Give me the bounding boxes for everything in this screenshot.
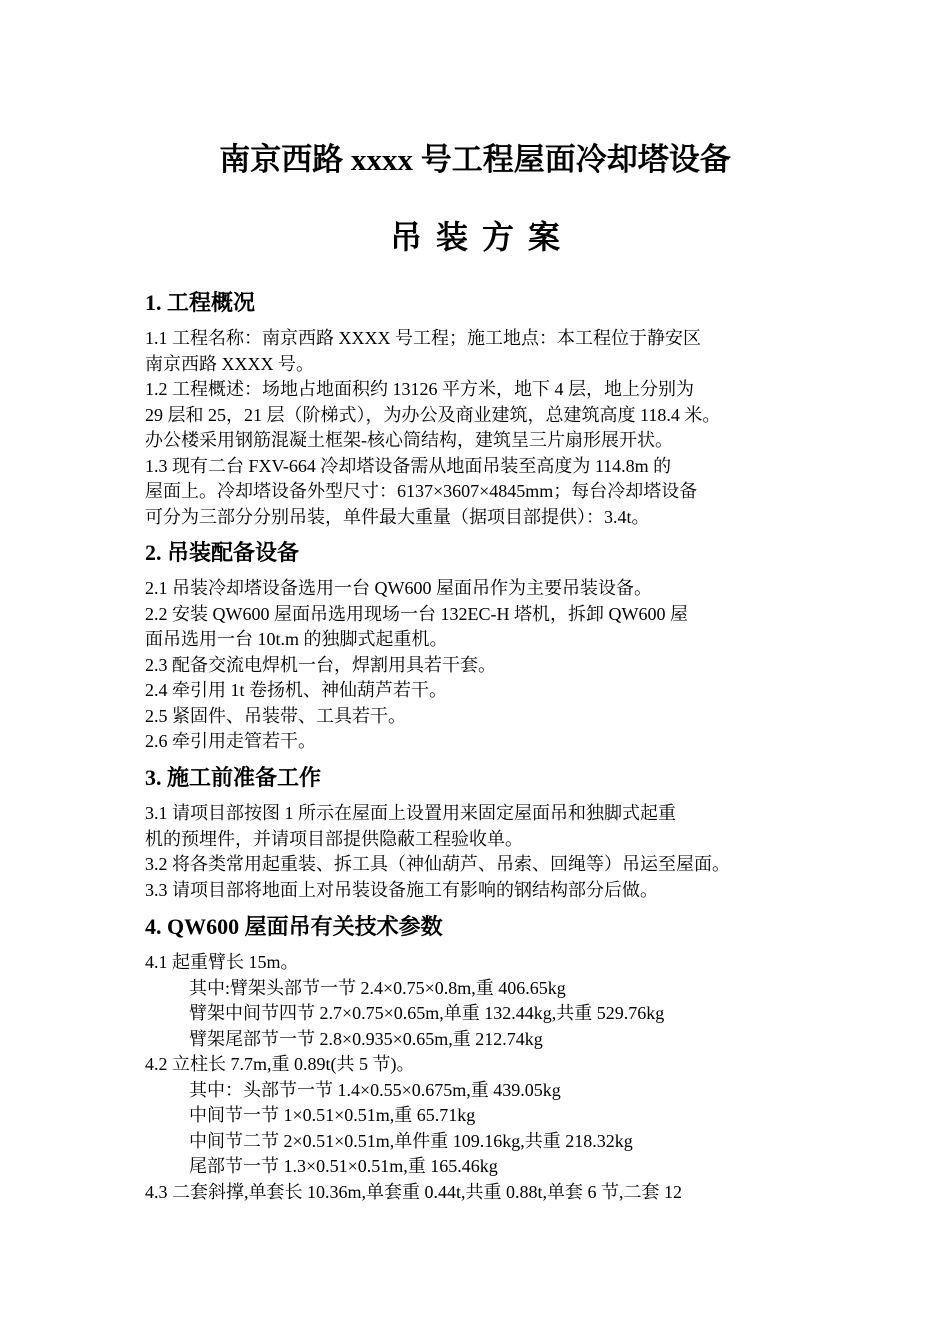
paragraph-line: 2.2 安装 QW600 屋面吊选用现场一台 132EC-H 塔机，拆卸 QW600 屋 — [145, 603, 688, 624]
paragraph-line: 1.2 工程概述：场地占地面积约 13126 平方米，地下 4 层，地上分别为 — [145, 379, 694, 399]
paragraph-line: 4.2 立柱长 7.7m,重 0.89t(共 5 节)。 — [145, 1054, 415, 1074]
section-heading: 3. 施工前准备工作 — [145, 765, 322, 790]
paragraph-line: 4.3 二套斜撑,单套长 10.36m,单套重 0.44t,共重 0.88t,单套 6 节,二套 12 — [145, 1181, 683, 1202]
paragraph-line-indented: 中间节二节 2×0.51×0.51m,单件重 109.16kg,共重 218.32kg — [189, 1130, 633, 1151]
paragraph-line: 2.3 配备交流电焊机一台，焊割用具若干套。 — [145, 654, 496, 675]
paragraph-line: 2.1 吊装冷却塔设备选用一台 QW600 屋面吊作为主要吊装设备。 — [145, 578, 652, 598]
paragraph-line: 4.1 起重臂长 15m。 — [145, 952, 299, 972]
paragraph-line: 3.1 请项目部按图 1 所示在屋面上设置用来固定屋面吊和独脚式起重 — [145, 803, 676, 823]
section-lifting-equipment — [145, 538, 825, 755]
paragraph-line: 3.3 请项目部将地面上对吊装设备施工有影响的钢结构部分后做。 — [145, 879, 658, 900]
paragraph-line: 屋面上。冷却塔设备外型尺寸：6137×3607×4845mm；每台冷却塔设备 — [145, 481, 698, 501]
paragraph-line-indented: 中间节一节 1×0.51×0.51m,重 65.71kg — [189, 1105, 476, 1125]
paragraph-line: 办公楼采用钢筋混凝土框架-核心筒结构，建筑呈三片扇形展开状。 — [145, 430, 673, 450]
section-project-overview — [145, 288, 825, 530]
section-heading: 1. 工程概况 — [145, 290, 256, 315]
document-title-line-2: 吊装方案 — [389, 219, 574, 255]
document-title-line-1: 南京西路 xxxx 号工程屋面冷却塔设备 — [219, 142, 731, 177]
section-heading: 4. QW600 屋面吊有关技术参数 — [145, 914, 443, 939]
paragraph-line: 1.3 现有二台 FXV-664 冷却塔设备需从地面吊装至高度为 114.8m 的 — [145, 455, 672, 476]
section-preparation-work — [145, 763, 825, 903]
paragraph-line: 2.6 牵引用走管若干。 — [145, 731, 316, 751]
paragraph-line-indented: 臂架中间节四节 2.7×0.75×0.65m,单重 132.44kg,共重 529.76kg — [189, 1003, 665, 1023]
paragraph-line: 1.1 工程名称：南京西路 XXXX 号工程；施工地点：本工程位于静安区 — [145, 328, 701, 348]
paragraph-line-indented: 臂架尾部节一节 2.8×0.935×0.65m,重 212.74kg — [189, 1028, 543, 1049]
paragraph-line: 机的预埋件，并请项目部提供隐蔽工程验收单。 — [145, 828, 523, 849]
paragraph-line-indented: 其中：头部节一节 1.4×0.55×0.675m,重 439.05kg — [189, 1079, 561, 1100]
paragraph-line: 面吊选用一台 10t.m 的独脚式起重机。 — [145, 629, 448, 649]
section-heading: 2. 吊装配备设备 — [145, 540, 300, 565]
paragraph-line: 2.4 牵引用 1t 卷扬机、神仙葫芦若干。 — [145, 680, 447, 700]
paragraph-line: 3.2 将各类常用起重装、拆工具（神仙葫芦、吊索、回绳等）吊运至屋面。 — [145, 854, 730, 874]
paragraph-line: 南京西路 XXXX 号。 — [145, 353, 314, 374]
paragraph-line: 2.5 紧固件、吊装带、工具若干。 — [145, 705, 406, 726]
paragraph-line-indented: 其中:臂架头部节一节 2.4×0.75×0.8m,重 406.65kg — [189, 977, 566, 998]
paragraph-line: 29 层和 25，21 层（阶梯式），为办公及商业建筑，总建筑高度 118.4 米。 — [145, 404, 721, 425]
paragraph-line: 可分为三部分分别吊装，单件最大重量（据项目部提供）：3.4t。 — [145, 506, 650, 527]
paragraph-line-indented: 尾部节一节 1.3×0.51×0.51m,重 165.46kg — [189, 1156, 498, 1176]
section-technical-parameters — [145, 912, 825, 1205]
